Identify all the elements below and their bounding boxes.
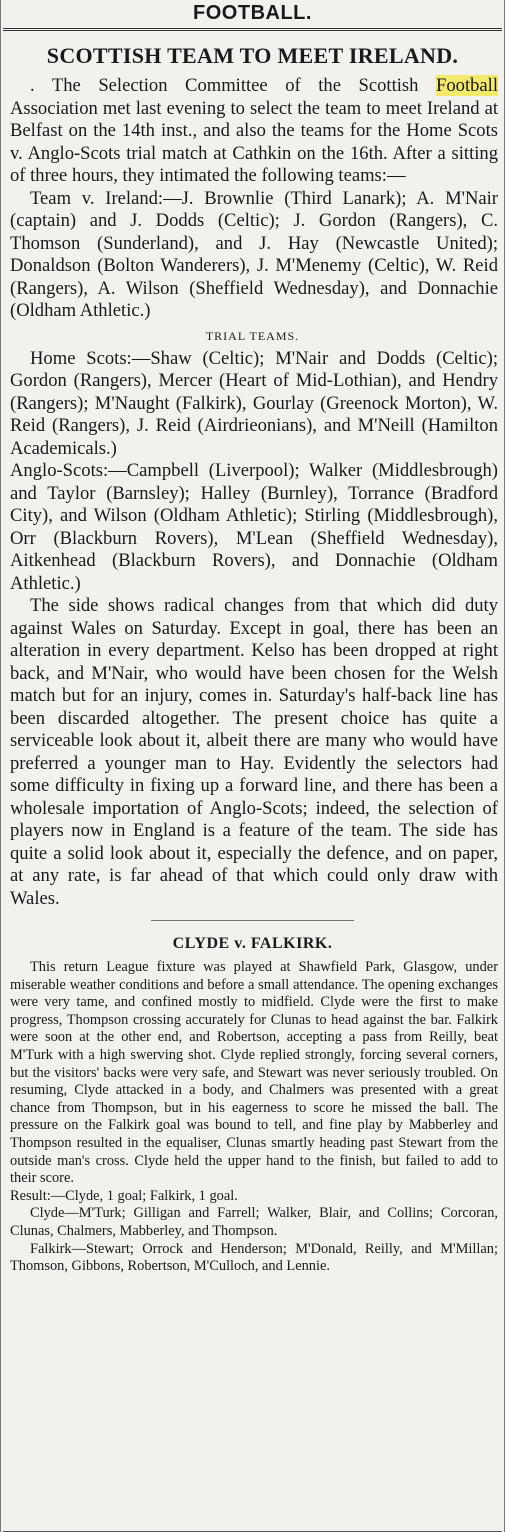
header-rule bbox=[3, 28, 502, 31]
match-report-body: This return League fixture was played at Shawfield Park, Glasgow, under miserable weather conditions and before a small attendance. The opening exchanges were very tame, and confined mostly to midfield. Clyde were the first to make progress, Thompson crossing accurately for Clunas to head against the bar. Falkirk were soon at the other end, and Robertson, accepting a pass from Reilly, beat M'Turk with a high swerving shot. Clyde replied strongly, forcing several corners, but the visitors' backs were very safe, and Stewart was never seriously troubled. On resuming, Clyde attacked in a body, and Chalmers was presented with a great chance from Thompson, but in his eagerness to score he missed the ball. The pressure on the Falkirk goal was bound to tell, and fine play by Mabberley and Thompson resulted in the equaliser, Clunas smartly heading past Stewart from the outside man's cross. Clyde held the upper hand to the finish, but failed to add to their score. bbox=[10, 959, 498, 1187]
falkirk-lineup: Falkirk—Stewart; Orrock and Henderson; M'Donald, Reilly, and M'Millan; Thomson, Gibbons, Robertson, M'Culloch, and Lennie. bbox=[10, 1240, 498, 1275]
match-report-title: CLYDE v. FALKIRK. bbox=[172, 935, 333, 952]
article-separator bbox=[151, 920, 354, 921]
clyde-lineup: Clyde—M'Turk; Gilligan and Farrell; Walker, Blair, and Collins; Corcoran, Clunas, Chalmers, Mabberley, and Thompson. bbox=[10, 1205, 498, 1239]
section-header: FOOTBALL. bbox=[193, 2, 312, 24]
match-result: Result:—Clyde, 1 goal; Falkirk, 1 goal. bbox=[10, 1187, 238, 1204]
intro-text-start: . The Selection Committee of the Scottish bbox=[30, 75, 437, 96]
article-intro bbox=[1, 75, 504, 188]
team-v-ireland: Team v. Ireland:—J. Brownlie (Third Lanark); A. M'Nair (captain) and J. Dodds (Celtic); J. Gordon (Rangers), C. Thomson (Sunderland), and J. Hay (Newcastle United); Donaldson (Bolton Wanderers), J. M'Menemy (Celtic), W. Reid (Rangers), A. Wilson (Sheffield Wednesday), and Donnachie (Oldham Athletic.) bbox=[10, 187, 498, 321]
highlighted-search-term: Football bbox=[436, 75, 498, 96]
intro-text-end: Association met last evening to select the team to meet Ireland at Belfast on the 14th inst., and also the teams for the Home Scots v. Anglo-Scots trial match at Cathkin on the 16th. After a sitting of three hours, they intimated the following teams:— bbox=[10, 97, 498, 186]
trial-teams-heading: TRIAL TEAMS. bbox=[205, 328, 300, 343]
anglo-scots-team: Anglo-Scots:—Campbell (Liverpool); Walker (Middlesbrough) and Taylor (Barnsley); Halley (Burnley), Torrance (Bradford City), and Wilson (Oldham Athletic); Stirling (Middlesbrough), Orr (Blackburn Rovers), M'Lean (Sheffield Wednesday), Aitkenhead (Blackburn Rovers), and Donnachie (Oldham Athletic.) bbox=[10, 460, 498, 594]
home-scots-team: Home Scots:—Shaw (Celtic); M'Nair and Dodds (Celtic); Gordon (Rangers), Mercer (Heart of Mid-Lothian), and Hendry (Rangers); M'Naught (Falkirk), Gourlay (Greenock Morton), W. Reid (Rangers), J. Reid (Airdrieonians), and M'Neill (Hamilton Academicals.) bbox=[10, 347, 498, 459]
article-title: SCOTTISH TEAM TO MEET IRELAND. bbox=[46, 43, 459, 68]
selection-commentary: The side shows radical changes from that which did duty against Wales on Saturday. Except in goal, there has been an alteration in every department. Kelso has been dropped at right back, and M'Nair, who would have been chosen for the Welsh match but for an injury, comes in. Saturday's half-back line has been discarded altogether. The present choice has quite a serviceable look about it, albeit there are many who would have preferred a younger man to Hay. Evidently the selectors had some difficulty in fixing up a forward line, and there has been a wholesale importation of Anglo-Scots; indeed, the selection of players now in England is a feature of the team. The side has quite a solid look about it, especially the defence, and on paper, at any rate, is far ahead of that which could only draw with Wales. bbox=[10, 595, 498, 909]
